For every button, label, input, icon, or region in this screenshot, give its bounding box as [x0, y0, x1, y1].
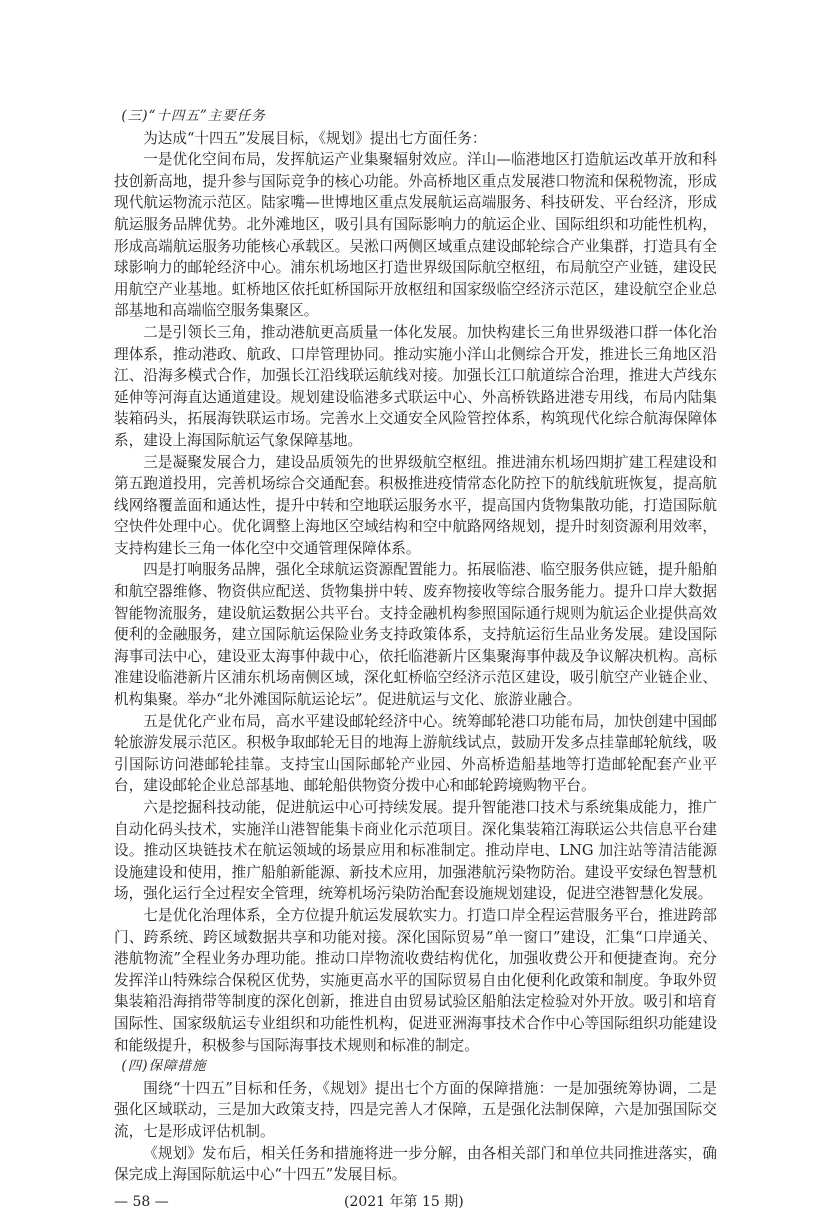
paragraph-task-1: 一是优化空间布局，发挥航运产业集聚辐射效应。洋山—临港地区打造航运改革开放和科技创新高地，提升参与国际竞争的核心功能。外高桥地区重点发展港口物流和保税物流，形成现代航运物流示范区。陆家嘴—世博地区重点发展航运高端服务、科技研发、平台经济，形成航运服务品牌优势。北外滩地区，吸引具有国际影响力的航运企业、国际组织和功能性机构，形成高端航运服务功能核心承载区。吴淞口两侧区域重点建设邮轮综合产业集群，打造具有全球影响力的邮轮经济中心。浦东机场地区打造世界级国际航空枢纽，布局航空产业链，建设民用航空产业基地。虹桥地区依托虹桥国际开放枢纽和国家级临空经济示范区，建设航空企业总部基地和高端临空服务集聚区。: [114, 151, 717, 320]
page-wrapper: [114, 106, 717, 1212]
section-heading-main-tasks: (三)“十四五”主要任务: [121, 108, 266, 124]
document-body: [114, 106, 717, 1186]
paragraph-task-6: 六是挖掘科技动能，促进航运中心可持续发展。提升智能港口技术与系统集成能力，推广自动化码头技术，实施洋山港智能集卡商业化示范项目。深化集装箱江海联运公共信息平台建设。推动区块链技术在航运领域的场景应用和标准制定。推动岸电、LNG 加注站等清洁能源设施建设和使用，推广船舶新能源、新技术应用，加强港航污染物防治。建设平安绿色智慧机场，强化运行全过程安全管理，统筹机场污染防治配套设施规划建设，促进空港智慧化发展。: [114, 799, 717, 903]
paragraph-task-5: 五是优化产业布局，高水平建设邮轮经济中心。统筹邮轮港口功能布局，加快创建中国邮轮旅游发展示范区。积极争取邮轮无目的地海上游航线试点，鼓励开发多点挂靠邮轮航线，吸引国际访问港邮轮挂靠。支持宝山国际邮轮产业园、外高桥造船基地等打造邮轮配套产业平台，建设邮轮企业总部基地、邮轮船供物资分拨中心和邮轮跨境购物平台。: [114, 712, 717, 795]
section-heading-safeguards: (四)保障措施: [121, 1058, 207, 1075]
paragraph-task-3: 三是凝聚发展合力，建设品质领先的世界级航空枢纽。推进浦东机场四期扩建工程建设和第五跑道投用，完善机场综合交通配套。积极推进疫情常态化防控下的航线航班恢复，提高航线网络覆盖面和通达性，提升中转和空地联运服务水平，提高国内货物集散功能，打造国际航空快件处理中心。优化调整上海地区空域结构和空中航路网络规划，提升时刻资源利用效率，支持构建长三角一体化空中交通管理保障体系。: [114, 453, 717, 557]
page-number: — 58 —: [114, 1193, 169, 1210]
page-footer: [114, 1192, 717, 1212]
intro-paragraph: 为达成“十四五”发展目标，《规划》提出七方面任务：: [143, 129, 487, 147]
paragraph-safeguards: 围绕“十四五”目标和任务，《规划》提出七个方面的保障措施：一是加强统筹协调，二是强化区域联动，三是加大政策支持，四是完善人才保障，五是强化法制保障，六是加强国际交流，七是形成评估机制。: [114, 1079, 717, 1140]
issue-label: (2021 年第 15 期): [344, 1193, 464, 1210]
paragraph-task-4: 四是打响服务品牌，强化全球航运资源配置能力。拓展临港、临空服务供应链，提升船舶和航空器维修、物资供应配送、货物集拼中转、废弃物接收等综合服务能力。提升口岸大数据智能物流服务，建设航运数据公共平台。支持金融机构参照国际通行规则为航运企业提供高效便利的金融服务，建立国际航运保险业务支持政策体系，支持航运衍生品业务发展。建设国际海事司法中心，建设亚太海事仲裁中心，依托临港新片区集聚海事仲裁及争议解决机构。高标准建设临港新片区浦东机场南侧区域，深化虹桥临空经济示范区建设，吸引航空产业链企业、机构集聚。举办“北外滩国际航运论坛”。促进航运与文化、旅游业融合。: [114, 561, 717, 709]
paragraph-task-2: 二是引领长三角，推动港航更高质量一体化发展。加快构建长三角世界级港口群一体化治理体系，推动港政、航政、口岸管理协同。推动实施小洋山北侧综合开发，推进长三角地区沿江、沿海多模式合作，加强长江沿线联运航线对接。加强长江口航道综合治理，推进大芦线东延伸等河海直达通道建设。规划建设临港多式联运中心、外高桥铁路进港专用线，布局内陆集装箱码头，拓展海铁联运市场。完善水上交通安全风险管控体系，构筑现代化综合航海保障体系，建设上海国际航运气象保障基地。: [114, 323, 717, 449]
paragraph-task-7: 七是优化治理体系，全方位提升航运发展软实力。打造口岸全程运营服务平台，推进跨部门、跨系统、跨区域数据共享和功能对接。深化国际贸易“单一窗口”建设，汇集“口岸通关、港航物流”全程业务办理功能。推动口岸物流收费结构优化，加强收费公开和便捷查询。充分发挥洋山特殊综合保税区优势，实施更高水平的国际贸易自由化便利化政策和制度。争取外贸集装箱沿海捎带等制度的深化创新，推进自由贸易试验区船舶法定检验对外开放。吸引和培育国际性、国家级航运专业组织和功能性机构，促进亚洲海事技术合作中心等国际组织功能建设和能级提升，积极参与国际海事技术规则和标准的制定。: [114, 906, 717, 1054]
paragraph-conclusion: 《规划》发布后，相关任务和措施将进一步分解，由各相关部门和单位共同推进落实，确保完成上海国际航运中心“十四五”发展目标。: [114, 1144, 717, 1184]
